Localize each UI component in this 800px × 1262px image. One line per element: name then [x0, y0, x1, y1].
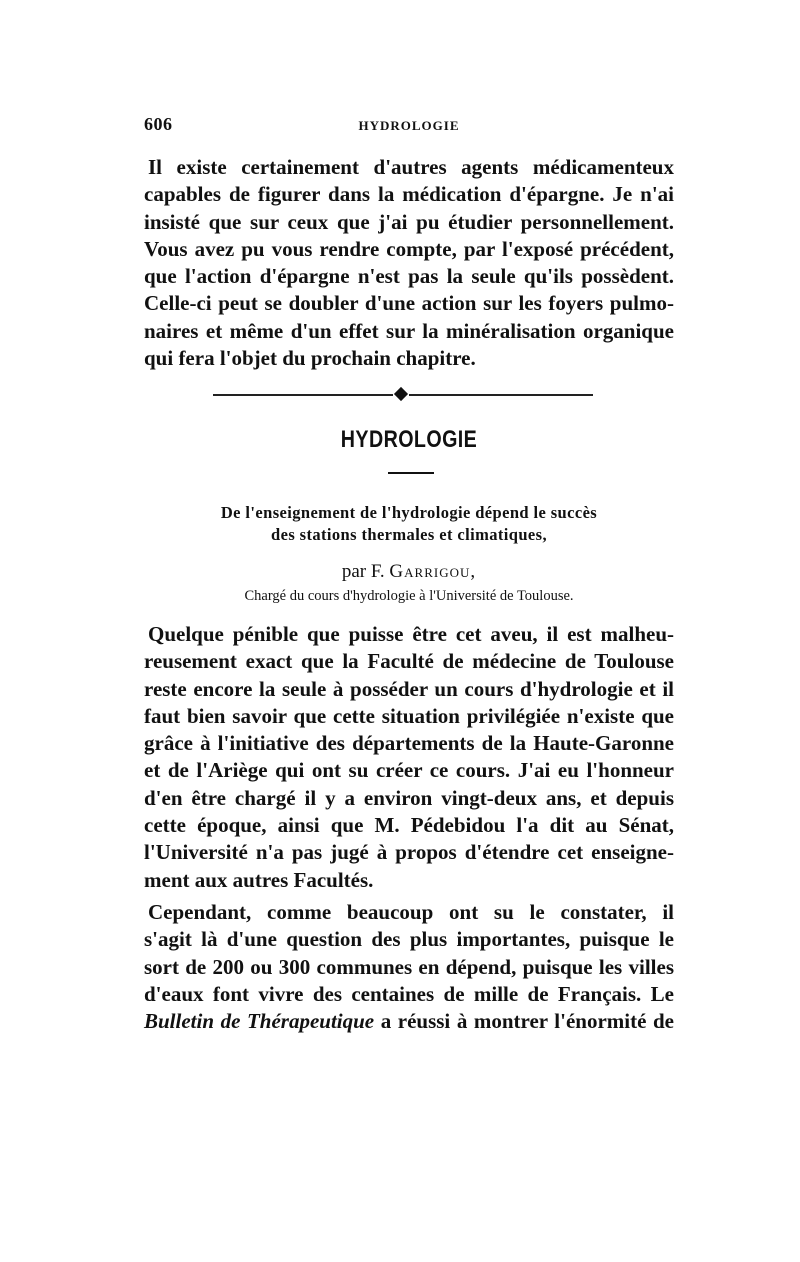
text-line: que l'action d'épargne n'est pas la seule qu'ils possèdent.	[144, 264, 674, 289]
section-heading: HYDROLOGIE	[340, 426, 478, 453]
text-line: Il existe certainement d'autres agents médicamenteux	[148, 155, 674, 179]
text-line: ment aux autres Facultés.	[144, 867, 374, 892]
text-line: Quelque pénible que puisse être cet aveu, il est malheu-	[148, 622, 674, 646]
text-line: et de l'Ariège qui ont su créer ce cours. J'ai eu l'honneur	[144, 758, 674, 783]
text-line: s'agit là d'une question des plus importantes, puisque le	[144, 927, 674, 952]
author-name: Garrigou,	[389, 561, 477, 582]
divider-rule-right	[409, 394, 593, 396]
text-line: naires et même d'un effet sur la minéralisation organique	[144, 318, 674, 343]
divider-rule-left	[213, 394, 393, 396]
journal-title: Bulletin de Thérapeutique	[144, 1009, 375, 1034]
text-line	[144, 1008, 674, 1035]
intro-paragraph	[144, 154, 674, 372]
author-line	[144, 561, 674, 583]
text-line: Celle-ci peut se doubler d'une action sur les foyers pulmo-	[144, 291, 674, 316]
text-line: faut bien savoir que cette situation privilégiée n'existe que	[144, 703, 674, 728]
text-line-rest: a réussi à montrer l'énormité de	[374, 1009, 674, 1034]
text-line: grâce à l'initiative des départements de la Haute-Garonne	[144, 731, 674, 756]
section-divider-ornament	[213, 388, 593, 402]
diamond-ornament-icon	[394, 387, 408, 401]
text-line: d'en être chargé il y a environ vingt-deux ans, et depuis	[144, 785, 674, 810]
article-title	[144, 502, 674, 546]
heading-underline	[388, 472, 434, 474]
author-prefix: par F.	[341, 561, 385, 582]
body-paragraph-2	[144, 899, 674, 1035]
text-line: Cependant, comme beaucoup ont su le constater, il	[148, 900, 674, 924]
body-paragraph-1	[144, 621, 674, 894]
running-title: HYDROLOGIE	[358, 118, 460, 133]
article-title-line: De l'enseignement de l'hydrologie dépend le succès	[220, 503, 598, 522]
running-head	[144, 114, 674, 138]
text-line: cette époque, ainsi que M. Pédebidou l'a dit au Sénat,	[144, 813, 674, 838]
author-affiliation: Chargé du cours d'hydrologie à l'Université de Toulouse.	[244, 588, 574, 604]
text-line: l'Université n'a pas jugé à propos d'étendre cet enseigne-	[144, 840, 674, 865]
text-line: reste encore la seule à posséder un cours d'hydrologie et il	[144, 676, 674, 701]
text-line: capables de figurer dans la médication d'épargne. Je n'ai	[144, 182, 674, 207]
text-line: sort de 200 ou 300 communes en dépend, puisque les villes	[144, 954, 674, 979]
text-line: qui fera l'objet du prochain chapitre.	[144, 346, 476, 371]
text-line: d'eaux font vivre des centaines de mille de Français. Le	[144, 981, 674, 1006]
article-title-line: des stations thermales et climatiques,	[271, 525, 547, 544]
text-line: reusement exact que la Faculté de médecine de Toulouse	[144, 649, 674, 674]
text-line: insisté que sur ceux que j'ai pu étudier personnellement.	[144, 209, 674, 234]
text-line: Vous avez pu vous rendre compte, par l'exposé précédent,	[144, 236, 674, 261]
page-number: 606	[144, 114, 173, 134]
